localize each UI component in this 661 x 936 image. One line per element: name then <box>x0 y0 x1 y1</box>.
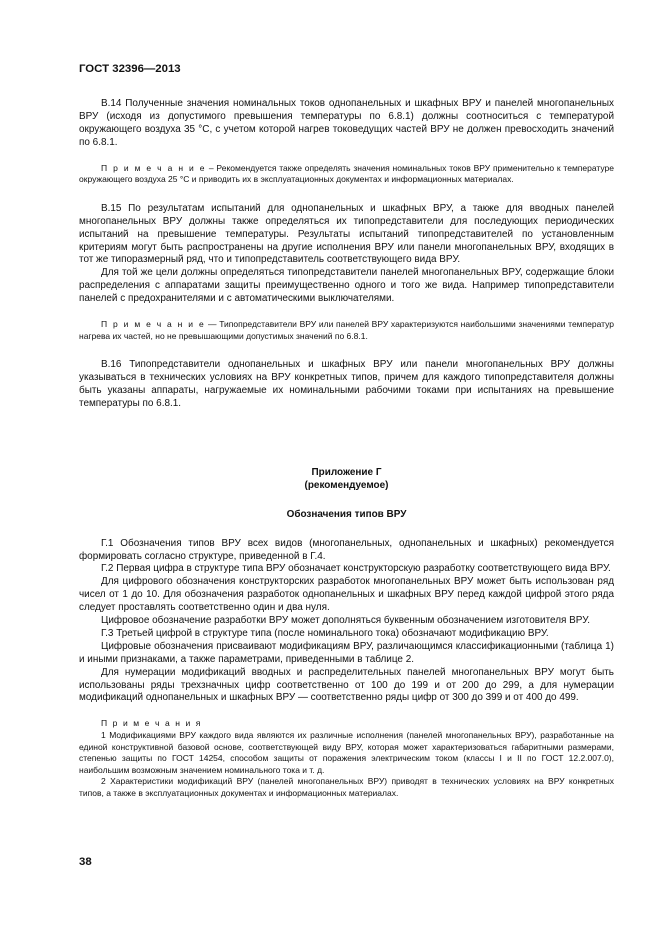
appendix-notes <box>79 718 614 799</box>
appendix-notes-label: П р и м е ч а н и я <box>101 718 203 729</box>
clause-g3-para2: Цифровые обозначения присваивают модификациям ВРУ, различающимся классификационными (таблица 1) и иными признаками, а также параметрами, приведенными в таблице 2. <box>79 640 614 665</box>
page-body <box>79 98 614 800</box>
note-1-text: – Рекомендуется также определять значения номинальных токов ВРУ применительно к температуре окружающего воздуха 25 °С и приводить их в эксплуатационных документах и информационных материалах. <box>79 162 614 185</box>
document-header-code: ГОСТ 32396—2013 <box>79 63 181 75</box>
note-2-label: П р и м е ч а н и е <box>101 319 206 330</box>
note-2-text: — Типопредставители ВРУ или панелей ВРУ характеризуются наибольшими значениями температур нагрева их частей, но не превышающими допустимых значений по 6.8.1. <box>79 319 614 341</box>
appendix-subtitle: (рекомендуемое) <box>304 479 389 491</box>
note-1 <box>79 163 614 186</box>
note-1-label: П р и м е ч а н и е <box>101 162 207 173</box>
clause-b14: В.14 Полученные значения номинальных токов однопанельных и шкафных ВРУ и панелей многопанельных ВРУ (исходя из допустимого превышения температуры по 6.8.1) должны соотноситься с температурой окружающего воздуха 35 °С, с учетом которой нагрев токоведущих частей ВРУ не должен превосходить значений по 6.8.1. <box>79 98 614 148</box>
clause-b15: В.15 По результатам испытаний для однопанельных и шкафных ВРУ, а также для вводных панелей многопанельных ВРУ должны также определяться их типопредставители для последующих периодических испытаний на превышение температуры. Результаты испытаний типопредставителей по установленным критериям могут быть распространены на другие исполнения ВРУ или панели многопанельных ВРУ, входящих в тот же типоразмерный ряд, что и типопредставитель соответствующего вида ВРУ. <box>79 202 614 266</box>
appendix-title: Приложение Г <box>311 466 382 478</box>
clause-b15-continued: Для той же цели должны определяться типопредставители панелей многопанельных ВРУ, содержащие блоки распределения с аппаратами защиты преимущественно одного и того же вида. Например типопредставители панелей с предохранителями и с автоматическими выключателями. <box>79 267 614 305</box>
clause-g3-para3: Для нумерации модификаций вводных и распределительных панелей многопанельных ВРУ могут быть использованы ряды трехзначных цифр соответственно от 100 до 199 и от 200 до 299, а для нумерации модификаций однопанельных и шкафных ВРУ — соответственно ряды цифр от 300 до 399 и от 400 до 499. <box>79 666 614 704</box>
clause-g1: Г.1 Обозначения типов ВРУ всех видов (многопанельных, однопанельных и шкафных) рекомендуется формировать согласно структуре, приведенной в Г.4. <box>79 537 614 562</box>
clause-b16: В.16 Типопредставители однопанельных и шкафных ВРУ или панели многопанельных ВРУ должны указываться в технических условиях на ВРУ конкретных типов, причем для каждого типопредставителя должны быть указаны аппараты, нагружаемые их номинальными рабочими токами при испытаниях на превышение температуры по 6.8.1. <box>79 359 614 409</box>
clause-g2: Г.2 Первая цифра в структуре типа ВРУ обозначает конструкторскую разработку соответствующего вида ВРУ. <box>101 563 611 575</box>
appendix-g <box>79 467 614 800</box>
clause-g2-para2: Для цифрового обозначения конструкторских разработок многопанельных ВРУ может быть использован ряд чисел от 1 до 10. Для обозначения разработок однопанельных и шкафных ВРУ перед каждой цифрой этого ряда следует проставлять соответственно один и два нуля. <box>79 576 614 614</box>
page-number: 38 <box>79 856 92 868</box>
appendix-note-1: 1 Модификациями ВРУ каждого вида являются их различные исполнения (панелей многопанельных ВРУ), разработанные на единой конструктивной базовой основе, соответствующей виду ВРУ, которая может характеризоваться габаритными размерами, степенью защиты по ГОСТ 14254, способом защиты от поражения электрическим током (классы I и II по ГОСТ 12.2.007.0), наибольшим возможным значением номинального тока и т. д. <box>79 729 614 775</box>
note-2 <box>79 319 614 342</box>
clause-g3: Г.3 Третьей цифрой в структуре типа (после номинального тока) обозначают модификацию ВРУ. <box>101 627 549 639</box>
appendix-note-2: 2 Характеристики модификаций ВРУ (панелей многопанельных ВРУ) приводят в технических условиях на ВРУ конкретных типов, а также в эксплуатационных документах и информационных материалах. <box>79 776 614 798</box>
clause-g2-para3: Цифровое обозначение разработки ВРУ может дополняться буквенным обозначением изготовителя ВРУ. <box>101 615 590 627</box>
appendix-section-title: Обозначения типов ВРУ <box>286 508 407 520</box>
